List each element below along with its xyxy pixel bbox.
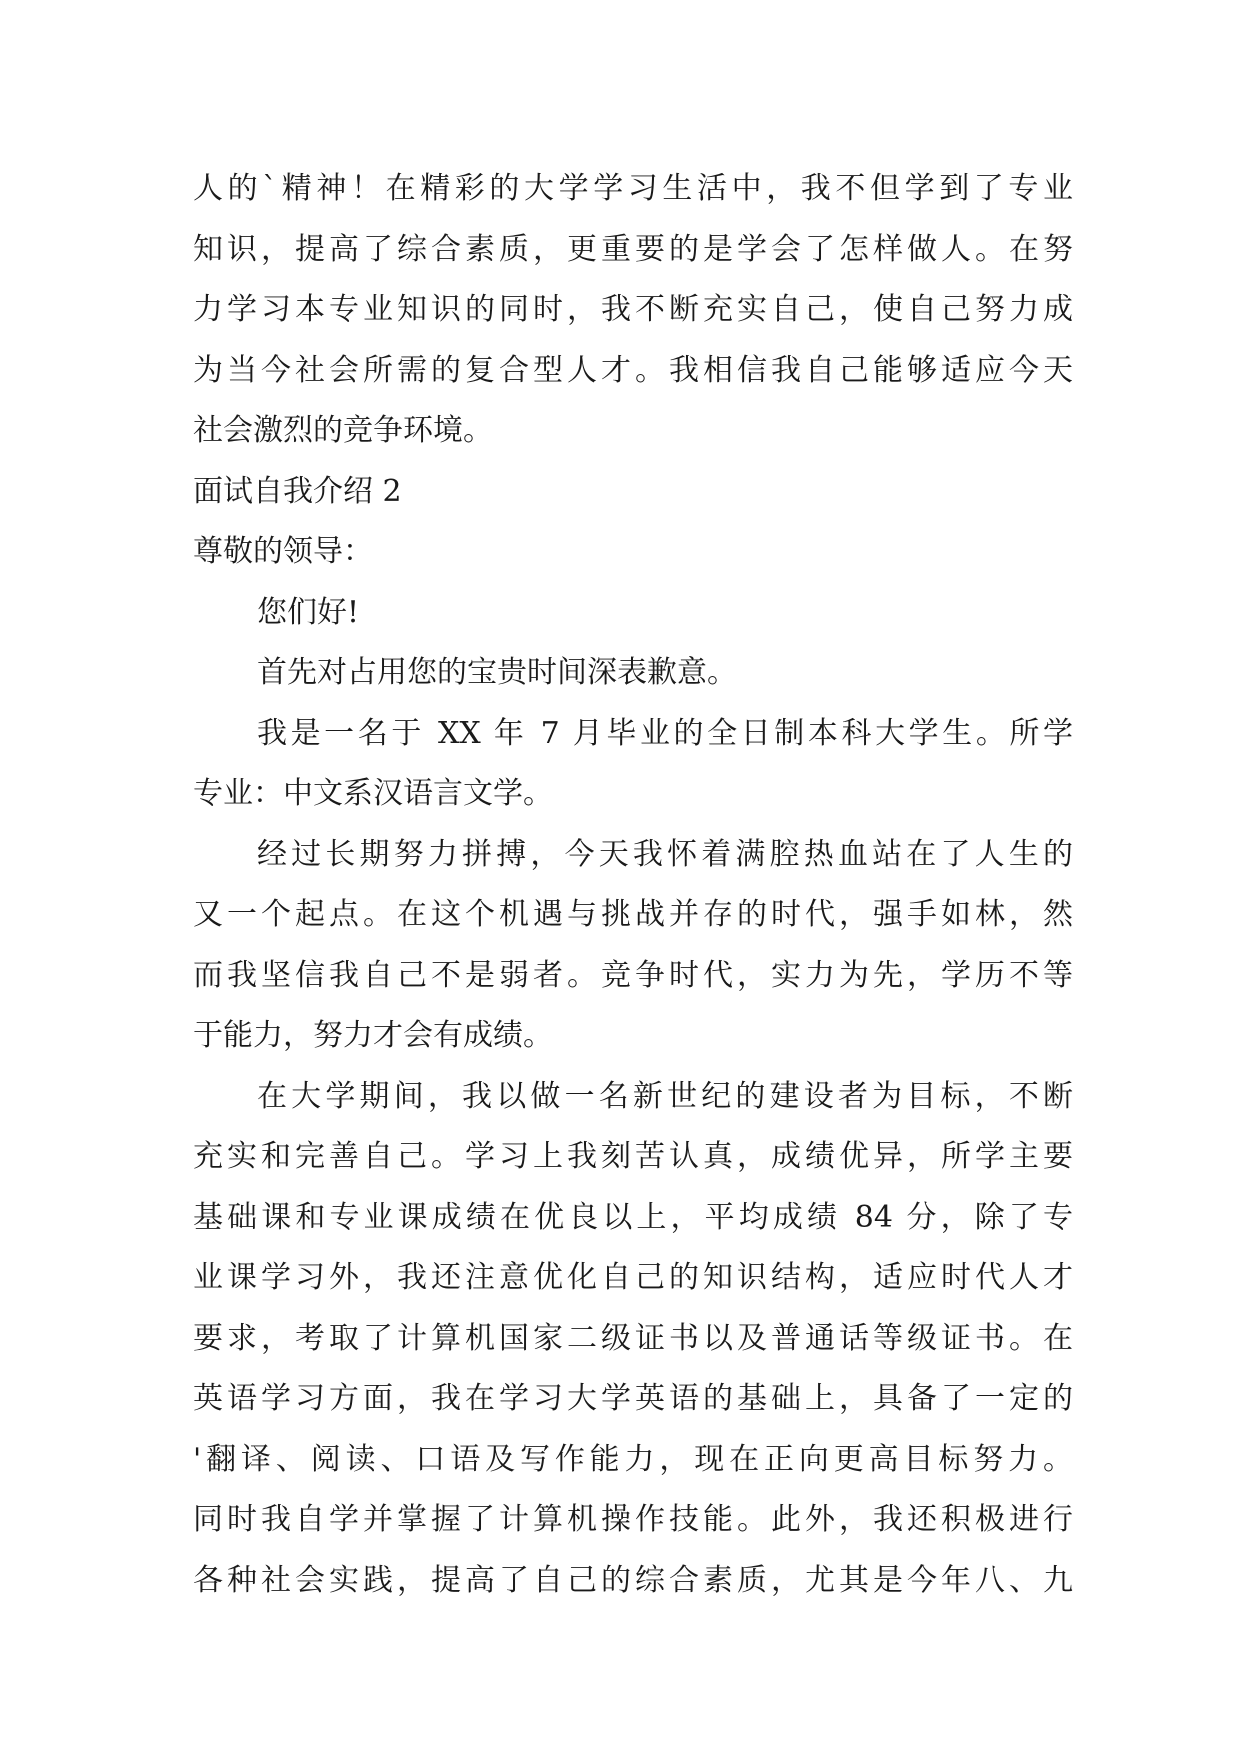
text-line: 面试自我介绍 2 <box>193 473 402 509</box>
text-line: 又一个起点。在这个机遇与挑战并存的时代，强手如林，然 <box>193 897 1073 932</box>
text-line: 英语学习方面，我在学习大学英语的基础上，具备了一定的 <box>193 1381 1073 1416</box>
text-line: 社会激烈的竞争环境。 <box>193 413 493 448</box>
text-line: 经过长期努力拼搏，今天我怀着满腔热血站在了人生的 <box>257 836 1073 872</box>
text-line: 知识，提高了综合素质，更重要的是学会了怎样做人。在努 <box>193 231 1073 267</box>
text-line: 要求，考取了计算机国家二级证书以及普通话等级证书。在 <box>193 1320 1073 1356</box>
text-line: '翻译、阅读、口语及写作能力，现在正向更高目标努力。 <box>193 1441 1073 1477</box>
text-line: 充实和完善自己。学习上我刻苦认真，成绩优异，所学主要 <box>193 1139 1073 1174</box>
text-line: 人的`精神！在精彩的大学学习生活中，我不但学到了专业 <box>193 171 1073 206</box>
text-line: 基础课和专业课成绩在优良以上，平均成绩 84 分，除了专 <box>193 1199 1073 1235</box>
text-line: 于能力，努力才会有成绩。 <box>193 1018 553 1053</box>
text-line: 同时我自学并掌握了计算机操作技能。此外，我还积极进行 <box>193 1502 1073 1537</box>
text-line: 我是一名于 XX 年 7 月毕业的全日制本科大学生。所学 <box>257 715 1073 751</box>
text-line: 力学习本专业知识的同时，我不断充实自己，使自己努力成 <box>193 292 1073 327</box>
text-line: 各种社会实践，提高了自己的综合素质，尤其是今年八、九 <box>193 1562 1073 1598</box>
text-line: 而我坚信我自己不是弱者。竞争时代，实力为先，学历不等 <box>193 957 1073 993</box>
text-line: 专业：中文系汉语言文学。 <box>193 776 553 811</box>
text-line: 尊敬的领导： <box>193 534 373 569</box>
text-line: 在大学期间，我以做一名新世纪的建设者为目标，不断 <box>257 1078 1073 1114</box>
text-line: 为当今社会所需的复合型人才。我相信我自己能够适应今天 <box>193 352 1073 388</box>
document-body <box>193 159 1073 1611</box>
text-line: 业课学习外，我还注意优化自己的知识结构，适应时代人才 <box>193 1260 1073 1295</box>
text-line: 您们好! <box>257 594 360 630</box>
text-line: 首先对占用您的宝贵时间深表歉意。 <box>257 655 737 690</box>
